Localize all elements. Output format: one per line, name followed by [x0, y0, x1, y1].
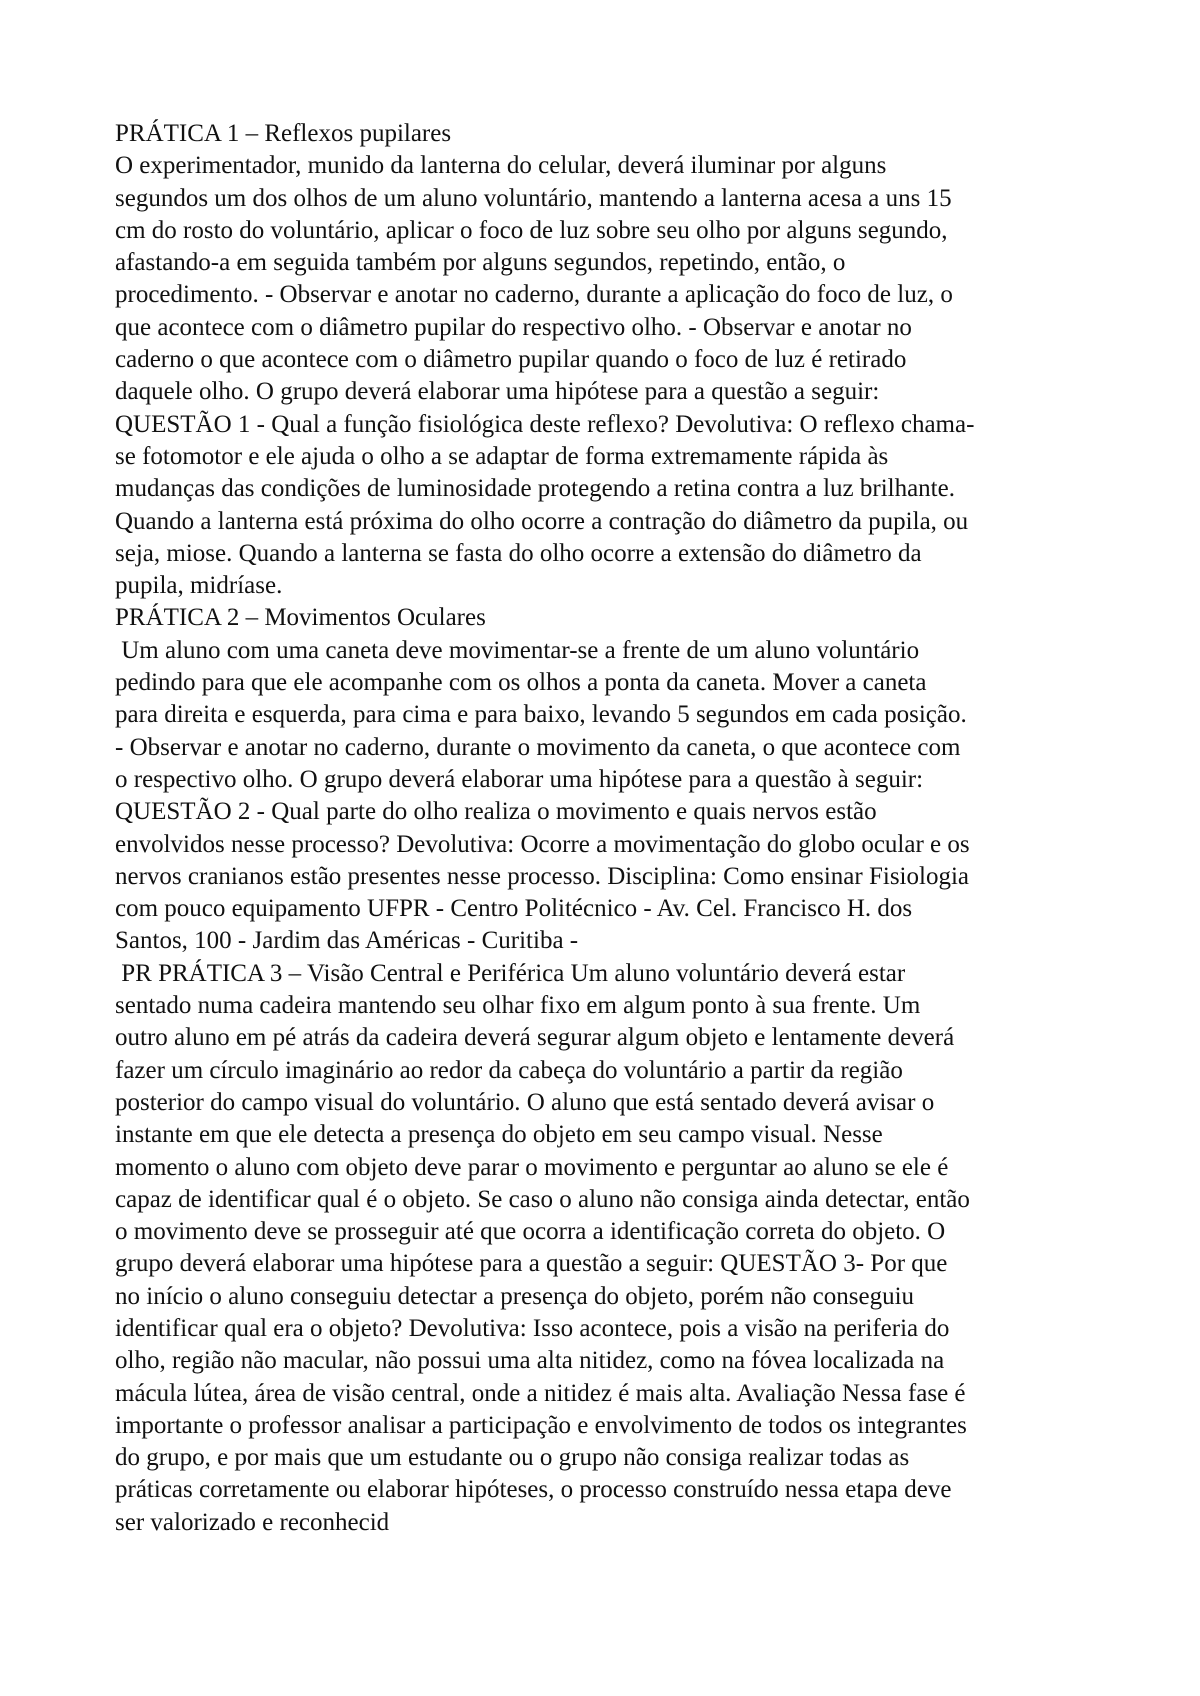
text-line: ser valorizado e reconhecid [115, 1508, 390, 1536]
text-line: pedindo para que ele acompanhe com os olhos a ponta da caneta. Mover a caneta [115, 669, 927, 697]
text-line: QUESTÃO 2 - Qual parte do olho realiza o movimento e quais nervos estão [115, 798, 877, 826]
text-line: PRÁTICA 1 – Reflexos pupilares [115, 120, 452, 147]
text-line: segundos um dos olhos de um aluno voluntário, mantendo a lanterna acesa a uns 15 [115, 184, 952, 212]
text-line: que acontece com o diâmetro pupilar do respectivo olho. - Observar e anotar no [115, 313, 912, 341]
text-line: identificar qual era o objeto? Devolutiva: Isso acontece, pois a visão na periferia do [115, 1314, 950, 1342]
text-line: cm do rosto do voluntário, aplicar o foco de luz sobre seu olho por alguns segundo, [115, 216, 948, 244]
text-line: o movimento deve se prosseguir até que ocorra a identificação correta do objeto. O [115, 1218, 946, 1246]
text-line: o respectivo olho. O grupo deverá elaborar uma hipótese para a questão à seguir: [115, 765, 924, 793]
text-line: para direita e esquerda, para cima e para baixo, levando 5 segundos em cada posição. [115, 701, 967, 729]
text-line: QUESTÃO 1 - Qual a função fisiológica deste reflexo? Devolutiva: O reflexo chama- [115, 410, 975, 438]
text-line: O experimentador, munido da lanterna do celular, deverá iluminar por alguns [115, 152, 887, 180]
text-line: importante o professor analisar a participação e envolvimento de todos os integrantes [115, 1411, 967, 1439]
text-line: sentado numa cadeira mantendo seu olhar fixo em algum ponto à sua frente. Um [115, 992, 921, 1020]
text-line: Um aluno com uma caneta deve movimentar-se a frente de um aluno voluntário [115, 636, 920, 664]
text-line: afastando-a em seguida também por alguns segundos, repetindo, então, o [115, 249, 846, 277]
text-line: fazer um círculo imaginário ao redor da cabeça do voluntário a partir da região [115, 1056, 903, 1084]
text-line: PRÁTICA 2 – Movimentos Oculares [115, 604, 486, 632]
text-line: Quando a lanterna está próxima do olho ocorre a contração do diâmetro da pupila, ou [115, 507, 969, 535]
text-line: Santos, 100 - Jardim das Américas - Curitiba - [115, 927, 579, 955]
text-line: grupo deverá elaborar uma hipótese para a questão a seguir: QUESTÃO 3- Por que [115, 1250, 948, 1278]
text-line: se fotomotor e ele ajuda o olho a se adaptar de forma extremamente rápida às [115, 442, 889, 470]
text-line: seja, miose. Quando a lanterna se fasta do olho ocorre a extensão do diâmetro da [115, 539, 922, 567]
text-line: - Observar e anotar no caderno, durante o movimento da caneta, o que acontece com [115, 733, 961, 761]
text-line: outro aluno em pé atrás da cadeira deverá segurar algum objeto e lentamente deverá [115, 1024, 955, 1052]
text-line: práticas corretamente ou elaborar hipóteses, o processo construído nessa etapa deve [115, 1476, 952, 1504]
text-line: do grupo, e por mais que um estudante ou o grupo não consiga realizar todas as [115, 1444, 910, 1472]
text-line: momento o aluno com objeto deve parar o movimento e perguntar ao aluno se ele é [115, 1153, 949, 1181]
text-line: daquele olho. O grupo deverá elaborar uma hipótese para a questão a seguir: [115, 378, 880, 406]
text-line: instante em que ele detecta a presença do objeto em seu campo visual. Nesse [115, 1121, 883, 1149]
text-line: caderno o que acontece com o diâmetro pupilar quando o foco de luz é retirado [115, 346, 907, 374]
text-line: procedimento. - Observar e anotar no caderno, durante a aplicação do foco de luz, o [115, 281, 953, 309]
text-line: olho, região não macular, não possui uma alta nitidez, como na fóvea localizada na [115, 1347, 945, 1375]
text-line: capaz de identificar qual é o objeto. Se caso o aluno não consiga ainda detectar, então [115, 1185, 970, 1213]
text-line: no início o aluno conseguiu detectar a presença do objeto, porém não conseguiu [115, 1282, 915, 1310]
text-line: pupila, midríase. [115, 572, 283, 600]
text-line: posterior do campo visual do voluntário. O aluno que está sentado deverá avisar o [115, 1088, 935, 1116]
document-body [115, 118, 1095, 1539]
text-line: mudanças das condições de luminosidade protegendo a retina contra a luz brilhante. [115, 475, 955, 503]
text-line: envolvidos nesse processo? Devolutiva: Ocorre a movimentação do globo ocular e os [115, 830, 970, 858]
text-line: PR PRÁTICA 3 – Visão Central e Periférica Um aluno voluntário deverá estar [115, 959, 906, 987]
text-line: com pouco equipamento UFPR - Centro Politécnico - Av. Cel. Francisco H. dos [115, 895, 913, 923]
text-line: nervos cranianos estão presentes nesse processo. Disciplina: Como ensinar Fisiologia [115, 862, 969, 890]
text-line: mácula lútea, área de visão central, onde a nitidez é mais alta. Avaliação Nessa fase é [115, 1379, 966, 1407]
